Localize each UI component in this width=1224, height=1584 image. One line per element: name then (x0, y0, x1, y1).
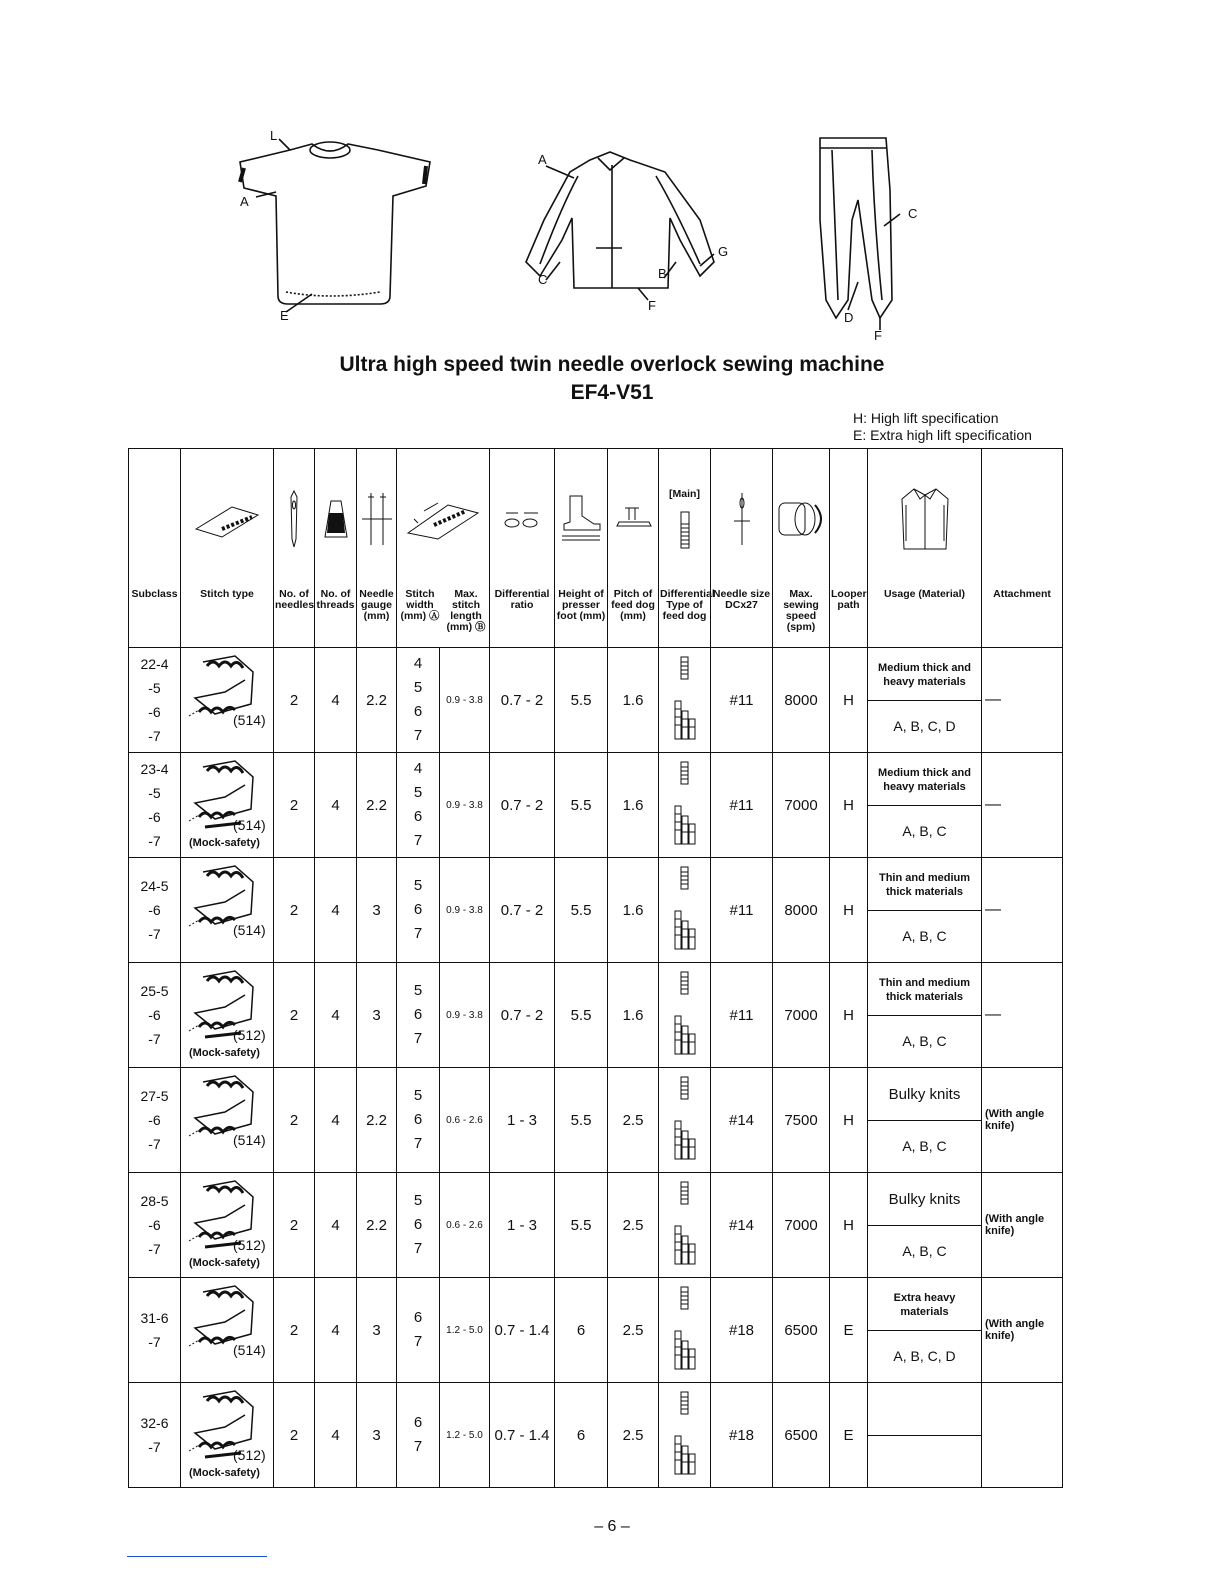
usage-material: Bulky knits (868, 1070, 981, 1121)
differential-cell: 0.7 - 2 (490, 753, 555, 858)
label-jacket-F: F (648, 298, 656, 313)
header-length: Max. stitch length (mm) Ⓑ (446, 588, 486, 633)
feed-dog-type-cell (659, 858, 711, 963)
header-stitch-type: Stitch type (181, 449, 274, 648)
usage-seams: A, B, C (902, 1032, 947, 1049)
threads-cell: 4 (315, 963, 357, 1068)
subclass-value: -7 (148, 833, 161, 849)
feed-pitch-cell: 1.6 (608, 753, 659, 858)
subclass-value: -5 (148, 785, 161, 801)
stitch-width-cell (397, 1278, 440, 1383)
stitch-width-value: 5 (413, 679, 423, 696)
safety-stitch-icon (185, 652, 265, 742)
table-row (129, 753, 1063, 858)
presser-foot-icon (560, 494, 602, 544)
stitch-width-value: 5 (413, 877, 423, 894)
stitch-width-value: 7 (413, 727, 423, 744)
stitch-width-value: 6 (413, 808, 423, 825)
feed-dog-type-icon (673, 863, 697, 953)
feed-dog-teeth-icon (679, 510, 691, 550)
feed-dog-type-icon (673, 968, 697, 1058)
header-needle-size: Needle size DCx27 (711, 449, 773, 648)
attachment-cell: — (982, 648, 1063, 753)
looper-path-cell: E (830, 1278, 868, 1383)
presser-height-cell: 5.5 (555, 963, 608, 1068)
stitch-type-code: (512) (233, 1027, 266, 1043)
feed-dog-type-cell (659, 648, 711, 753)
safety-stitch-icon (185, 862, 265, 952)
usage-cell (868, 648, 982, 753)
stitch-type-cell (181, 1278, 274, 1383)
table-row (129, 1383, 1063, 1488)
subclass-cell (129, 1173, 181, 1278)
mock-safety-stitch-icon (185, 1177, 265, 1267)
label-pants-F: F (874, 328, 882, 343)
max-speed-cell: 8000 (773, 648, 830, 753)
subclass-value: -6 (148, 1112, 161, 1128)
threads-cell: 4 (315, 858, 357, 963)
attachment-cell: — (982, 753, 1063, 858)
subclass-value: 32-6 (140, 1415, 169, 1431)
table-row (129, 963, 1063, 1068)
differential-cell: 0.7 - 2 (490, 963, 555, 1068)
feed-dog-type-icon (673, 758, 697, 848)
max-speed-cell: 7000 (773, 963, 830, 1068)
subclass-cell (129, 1278, 181, 1383)
usage-material: Thin and medium thick materials (868, 860, 981, 911)
header-main-label: [Main] (669, 487, 700, 500)
feed-dog-type-cell (659, 753, 711, 858)
lift-legend (853, 410, 1032, 444)
mock-safety-stitch-icon (185, 1387, 265, 1477)
usage-material: Medium thick and heavy materials (868, 650, 981, 701)
spec-table (128, 448, 1063, 1488)
subclass-value: -7 (148, 1439, 161, 1455)
gauge-cell: 2.2 (357, 753, 397, 858)
usage-cell (868, 1173, 982, 1278)
usage-material: Thin and medium thick materials (868, 965, 981, 1016)
stitch-type-code: (514) (233, 1342, 266, 1358)
subclass-value: 27-5 (140, 1088, 169, 1104)
differential-cell: 0.7 - 1.4 (490, 1383, 555, 1488)
usage-seams: A, B, C, D (893, 1347, 956, 1364)
threads-cell: 4 (315, 1383, 357, 1488)
looper-path-cell: H (830, 1173, 868, 1278)
pants-illustration (820, 138, 900, 330)
feed-pitch-cell: 2.5 (608, 1173, 659, 1278)
differential-cell: 0.7 - 1.4 (490, 1278, 555, 1383)
subclass-cell (129, 1068, 181, 1173)
stitch-width-value: 6 (413, 703, 423, 720)
stitch-type-code: (514) (233, 712, 266, 728)
feed-pitch-cell: 1.6 (608, 963, 659, 1068)
table-row (129, 1068, 1063, 1173)
presser-height-cell: 5.5 (555, 1173, 608, 1278)
needles-cell: 2 (274, 1383, 315, 1488)
subclass-value: 28-5 (140, 1193, 169, 1209)
stitch-width-value: 7 (413, 1240, 423, 1257)
speed-pulley-icon (775, 497, 827, 541)
jacket-illustration (526, 152, 714, 300)
usage-material (868, 1385, 981, 1436)
feed-dog-type-icon (673, 1178, 697, 1268)
usage-seams: A, B, C (902, 1242, 947, 1259)
footer-rule (127, 1556, 267, 1557)
shirt-icon (900, 485, 950, 553)
subclass-value: 23-4 (140, 761, 169, 777)
subclass-value: 31-6 (140, 1310, 169, 1326)
feed-dog-type-cell (659, 1068, 711, 1173)
max-speed-cell: 7000 (773, 1173, 830, 1278)
stitch-length-cell: 0.9 - 3.8 (440, 858, 490, 963)
stitch-width-value: 5 (413, 784, 423, 801)
page-number: – 6 – (594, 1518, 630, 1535)
feed-dog-icon (613, 504, 653, 534)
stitch-width-value: 7 (413, 925, 423, 942)
stitch-width-value: 4 (413, 760, 423, 777)
label-tshirt-A: A (240, 194, 249, 209)
label-tshirt-L: L (270, 128, 278, 143)
stitch-width-value: 7 (413, 832, 423, 849)
presser-height-cell: 6 (555, 1383, 608, 1488)
subclass-value: -7 (148, 1136, 161, 1152)
safety-stitch-icon (185, 1072, 265, 1162)
label-jacket-C: C (538, 272, 548, 287)
label-jacket-A: A (538, 152, 547, 167)
stitch-type-cell (181, 753, 274, 858)
needle-size-cell: #11 (711, 648, 773, 753)
stitch-width-value: 6 (413, 901, 423, 918)
stitch-type-cell (181, 963, 274, 1068)
stitch-type-code: (512) (233, 1447, 266, 1463)
stitch-length-cell: 1.2 - 5.0 (440, 1278, 490, 1383)
stitch-width-cell (397, 963, 440, 1068)
header-presser: Height of presser foot (mm) (555, 449, 608, 648)
gauge-cell: 3 (357, 1383, 397, 1488)
usage-seams (868, 1436, 981, 1486)
gauge-cell: 3 (357, 963, 397, 1068)
needle-size-cell: #14 (711, 1173, 773, 1278)
usage-material: Extra heavy materials (868, 1280, 981, 1331)
legend-high-lift: H: High lift specification (853, 410, 999, 426)
table-row (129, 858, 1063, 963)
needles-cell: 2 (274, 753, 315, 858)
label-pants-D: D (844, 310, 854, 325)
gauge-cell: 2.2 (357, 648, 397, 753)
subclass-value: -6 (148, 1217, 161, 1233)
threads-cell: 4 (315, 648, 357, 753)
stitch-width-cell (397, 1383, 440, 1488)
feed-pitch-cell: 1.6 (608, 648, 659, 753)
differential-cell: 0.7 - 2 (490, 858, 555, 963)
subclass-value: -6 (148, 809, 161, 825)
looper-path-cell: H (830, 858, 868, 963)
needles-cell: 2 (274, 858, 315, 963)
header-usage: Usage (Material) (868, 449, 982, 648)
usage-material: Medium thick and heavy materials (868, 755, 981, 806)
stitch-length-cell: 1.2 - 5.0 (440, 1383, 490, 1488)
twin-needle-icon (360, 489, 394, 549)
header-diff: Differential ratio (490, 449, 555, 648)
needle-size-icon (731, 491, 753, 547)
model-name: EF4-V51 (570, 381, 654, 404)
stitch-width-value: 7 (413, 1135, 423, 1152)
subclass-value: -7 (148, 728, 161, 744)
fabric-stitch-icon (192, 499, 262, 539)
gauge-cell: 2.2 (357, 1068, 397, 1173)
stitch-length-cell: 0.9 - 3.8 (440, 648, 490, 753)
spec-table-body (129, 648, 1063, 1488)
stitch-type-cell (181, 1173, 274, 1278)
subclass-value: 22-4 (140, 656, 169, 672)
table-row (129, 1278, 1063, 1383)
usage-seams: A, B, C (902, 1137, 947, 1154)
stitch-width-value: 7 (413, 1438, 423, 1455)
threads-cell: 4 (315, 1068, 357, 1173)
presser-height-cell: 5.5 (555, 1068, 608, 1173)
label-jacket-B: B (658, 266, 667, 281)
stitch-width-value: 6 (413, 1414, 423, 1431)
label-pants-C: C (908, 206, 918, 221)
stitch-length-cell: 0.9 - 3.8 (440, 753, 490, 858)
table-row (129, 648, 1063, 753)
usage-cell (868, 753, 982, 858)
presser-height-cell: 5.5 (555, 753, 608, 858)
subclass-value: -7 (148, 926, 161, 942)
usage-seams: A, B, C, D (893, 717, 956, 734)
attachment-cell: (With angle knife) (982, 1278, 1063, 1383)
stitch-width-value: 5 (413, 1087, 423, 1104)
needle-size-cell: #14 (711, 1068, 773, 1173)
needle-size-cell: #18 (711, 1383, 773, 1488)
header-pitch: Pitch of feed dog (mm) (608, 449, 659, 648)
stitch-width-cell (397, 753, 440, 858)
subclass-value: -7 (148, 1241, 161, 1257)
max-speed-cell: 8000 (773, 858, 830, 963)
needle-size-cell: #11 (711, 858, 773, 963)
subclass-value: -7 (148, 1031, 161, 1047)
subclass-cell (129, 858, 181, 963)
safety-stitch-icon (185, 1282, 265, 1372)
feed-pitch-cell: 2.5 (608, 1068, 659, 1173)
feed-dog-type-icon (673, 1388, 697, 1478)
attachment-cell: (With angle knife) (982, 1173, 1063, 1278)
max-speed-cell: 7500 (773, 1068, 830, 1173)
header-feed-dog: [Main] Differential Type of feed dog (659, 449, 711, 648)
stitch-width-value: 4 (413, 655, 423, 672)
subclass-value: 25-5 (140, 983, 169, 999)
usage-cell (868, 1383, 982, 1488)
presser-height-cell: 6 (555, 1278, 608, 1383)
differential-cell: 1 - 3 (490, 1173, 555, 1278)
attachment-cell: — (982, 858, 1063, 963)
table-row (129, 1173, 1063, 1278)
header-width-length (397, 449, 490, 648)
garment-illustrations (0, 0, 1224, 350)
stitch-width-value: 7 (413, 1333, 423, 1350)
usage-cell (868, 1278, 982, 1383)
needle-size-cell: #11 (711, 963, 773, 1068)
stitch-type-cell (181, 1383, 274, 1488)
looper-path-cell: H (830, 753, 868, 858)
header-looper: Looper path (830, 449, 868, 648)
subclass-cell (129, 753, 181, 858)
header-subclass: Subclass (129, 449, 181, 648)
gauge-cell: 3 (357, 1278, 397, 1383)
header-speed: Max. sewing speed (spm) (773, 449, 830, 648)
needles-cell: 2 (274, 1278, 315, 1383)
stitch-type-cell (181, 1068, 274, 1173)
header-needles: No. of needles (274, 449, 315, 648)
feed-pitch-cell: 2.5 (608, 1278, 659, 1383)
needle-size-cell: #18 (711, 1278, 773, 1383)
subclass-value: -6 (148, 704, 161, 720)
stitch-width-value: 5 (413, 982, 423, 999)
subclass-value: -5 (148, 680, 161, 696)
feed-dog-type-icon (673, 1073, 697, 1163)
stitch-length-cell: 0.9 - 3.8 (440, 963, 490, 1068)
presser-height-cell: 5.5 (555, 648, 608, 753)
stitch-length-cell: 0.6 - 2.6 (440, 1068, 490, 1173)
stitch-type-cell (181, 858, 274, 963)
stitch-type-note: (Mock-safety) (189, 1467, 260, 1479)
stitch-width-value: 6 (413, 1006, 423, 1023)
feed-dog-type-icon (673, 653, 697, 743)
subclass-value: -6 (148, 902, 161, 918)
stitch-width-cell (397, 858, 440, 963)
feed-pitch-cell: 1.6 (608, 858, 659, 963)
stitch-width-value: 6 (413, 1111, 423, 1128)
mock-safety-stitch-icon (185, 967, 265, 1057)
stitch-type-code: (514) (233, 922, 266, 938)
attachment-cell (982, 1383, 1063, 1488)
thread-cone-icon (323, 497, 349, 541)
usage-cell (868, 1068, 982, 1173)
looper-path-cell: H (830, 1068, 868, 1173)
usage-cell (868, 858, 982, 963)
stitch-type-code: (514) (233, 1132, 266, 1148)
mock-safety-stitch-icon (185, 757, 265, 847)
subclass-value: -7 (148, 1334, 161, 1350)
needles-cell: 2 (274, 1068, 315, 1173)
gauge-cell: 2.2 (357, 1173, 397, 1278)
threads-cell: 4 (315, 1278, 357, 1383)
label-jacket-G: G (718, 244, 729, 259)
subclass-value: 24-5 (140, 878, 169, 894)
feed-dog-type-icon (673, 1283, 697, 1373)
feed-pitch-cell: 2.5 (608, 1383, 659, 1488)
label-tshirt-E: E (280, 308, 289, 323)
stitch-width-value: 6 (413, 1216, 423, 1233)
attachment-cell: — (982, 963, 1063, 1068)
stitch-type-note: (Mock-safety) (189, 1257, 260, 1269)
looper-path-cell: H (830, 963, 868, 1068)
subclass-cell (129, 1383, 181, 1488)
subclass-cell (129, 963, 181, 1068)
threads-cell: 4 (315, 753, 357, 858)
differential-cell: 0.7 - 2 (490, 648, 555, 753)
stitch-type-code: (512) (233, 1237, 266, 1253)
subclass-cell (129, 648, 181, 753)
needles-cell: 2 (274, 648, 315, 753)
usage-seams: A, B, C (902, 927, 947, 944)
tshirt-illustration (240, 139, 430, 312)
max-speed-cell: 6500 (773, 1383, 830, 1488)
max-speed-cell: 7000 (773, 753, 830, 858)
stitch-type-note: (Mock-safety) (189, 1047, 260, 1059)
usage-cell (868, 963, 982, 1068)
stitch-width-cell (397, 1173, 440, 1278)
differential-cell: 1 - 3 (490, 1068, 555, 1173)
legend-extra-high-lift: E: Extra high lift specification (853, 427, 1032, 443)
stitch-width-value: 6 (413, 1309, 423, 1326)
differential-icon (502, 509, 542, 529)
page-title: Ultra high speed twin needle overlock sewing machine (339, 353, 885, 376)
looper-path-cell: E (830, 1383, 868, 1488)
needles-cell: 2 (274, 963, 315, 1068)
header-gauge: Needle gauge (mm) (357, 449, 397, 648)
header-attachment: Attachment (982, 449, 1063, 648)
stitch-width-value: 7 (413, 1030, 423, 1047)
feed-dog-type-cell (659, 1383, 711, 1488)
stitch-dimension-icon (404, 497, 482, 541)
needle-icon (287, 489, 301, 549)
stitch-type-code: (514) (233, 817, 266, 833)
stitch-length-cell: 0.6 - 2.6 (440, 1173, 490, 1278)
stitch-width-value: 5 (413, 1192, 423, 1209)
usage-seams: A, B, C (902, 822, 947, 839)
feed-dog-type-cell (659, 1278, 711, 1383)
needles-cell: 2 (274, 1173, 315, 1278)
subclass-value: -6 (148, 1007, 161, 1023)
header-width: Stitch width (mm) Ⓐ (400, 588, 440, 622)
max-speed-cell: 6500 (773, 1278, 830, 1383)
stitch-type-note: (Mock-safety) (189, 837, 260, 849)
presser-height-cell: 5.5 (555, 858, 608, 963)
stitch-type-cell (181, 648, 274, 753)
stitch-width-cell (397, 1068, 440, 1173)
attachment-cell: (With angle knife) (982, 1068, 1063, 1173)
threads-cell: 4 (315, 1173, 357, 1278)
feed-dog-type-cell (659, 1173, 711, 1278)
header-threads: No. of threads (315, 449, 357, 648)
usage-material: Bulky knits (868, 1175, 981, 1226)
stitch-width-cell (397, 648, 440, 753)
feed-dog-type-cell (659, 963, 711, 1068)
needle-size-cell: #11 (711, 753, 773, 858)
gauge-cell: 3 (357, 858, 397, 963)
looper-path-cell: H (830, 648, 868, 753)
